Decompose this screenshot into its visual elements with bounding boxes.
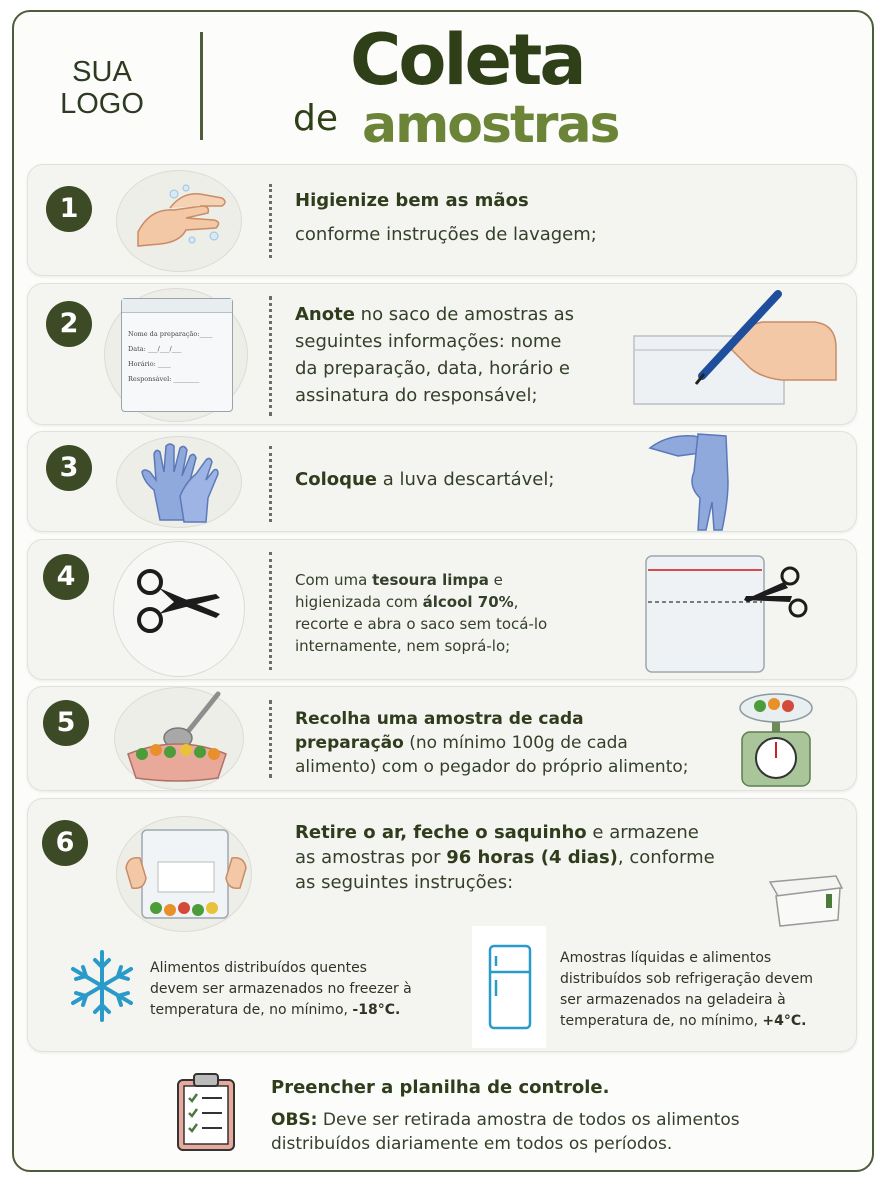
divider-dots-1 [269,184,272,258]
hand-writing-pen-icon [632,288,838,408]
step-number-1: 1 [46,186,92,232]
step-number-2: 2 [46,301,92,347]
freezer-instruction: Alimentos distribuídos quentes devem ser armazenados no freezer à temperatura de, no mínimo, -18°C. [150,960,412,1018]
footer-obs: OBS: Deve ser retirada amostra de todos os alimentos distribuídos diariamente em todos os períodos. [271,1110,740,1154]
step-text-3: Coloque a luva descartável; [295,469,555,490]
bag-cutting-icon [640,552,810,676]
step-number-3: 3 [46,445,92,491]
snowflake-icon [64,948,140,1024]
sealed-bag-icon [124,828,248,920]
title-sub: amostras [362,95,619,155]
food-serving-icon [126,690,230,784]
sample-bag-label: Nome da preparação:____ Data: ___/___/___ Horário: ____ Responsável: ________ [121,298,233,412]
glove-putting-on-icon [648,432,732,532]
step-number-4: 4 [43,554,89,600]
step-text-5: Recolha uma amostra de cada preparação (no mínimo 100g de cada alimento) com o pegador do próprio alimento; [295,709,689,777]
refrigerator-icon [488,944,532,1032]
step-text-4: Com uma tesoura limpa e higienizada com álcool 70%, recorte e abra o saco sem tocá-lo internamente, nem soprá-lo; [295,571,548,655]
storage-container-icon [766,866,844,930]
divider-dots-2 [269,296,272,416]
step-text-6: Retire o ar, feche o saquinho e armazene as amostras por 96 horas (4 dias), conforme as seguintes instruções: [295,822,715,893]
step-text-2: Anote no saco de amostras as seguintes informações: nome da preparação, data, horário e assinatura do responsável; [295,304,575,406]
clipboard-checklist-icon [176,1072,236,1152]
divider-dots-5 [269,700,272,778]
step-number-6: 6 [42,820,88,866]
title-main: Coleta [350,19,584,101]
step-number-5: 5 [43,700,89,746]
kitchen-scale-icon [736,690,816,790]
logo-placeholder [54,56,150,120]
footer-title: Preencher a planilha de controle. [271,1077,610,1098]
hand-washing-icon [130,180,230,260]
divider-dots-4 [269,552,272,670]
step-1-bold: Higienize bem as mãos [295,190,529,211]
step-text-1 [295,187,597,248]
gloves-icon [140,440,220,526]
logo-line-2: LOGO [60,88,144,120]
fridge-instruction: Amostras líquidas e alimentos distribuídos sob refrigeração devem ser armazenados na geladeira à temperatura de, no mínimo, +4°C. [560,950,814,1029]
title-de: de [293,98,338,139]
step-1-text: conforme instruções de lavagem; [295,224,597,245]
header-divider [200,32,203,140]
scissors-icon [134,568,224,636]
logo-line-1: SUA [72,56,132,88]
divider-dots-3 [269,446,272,522]
